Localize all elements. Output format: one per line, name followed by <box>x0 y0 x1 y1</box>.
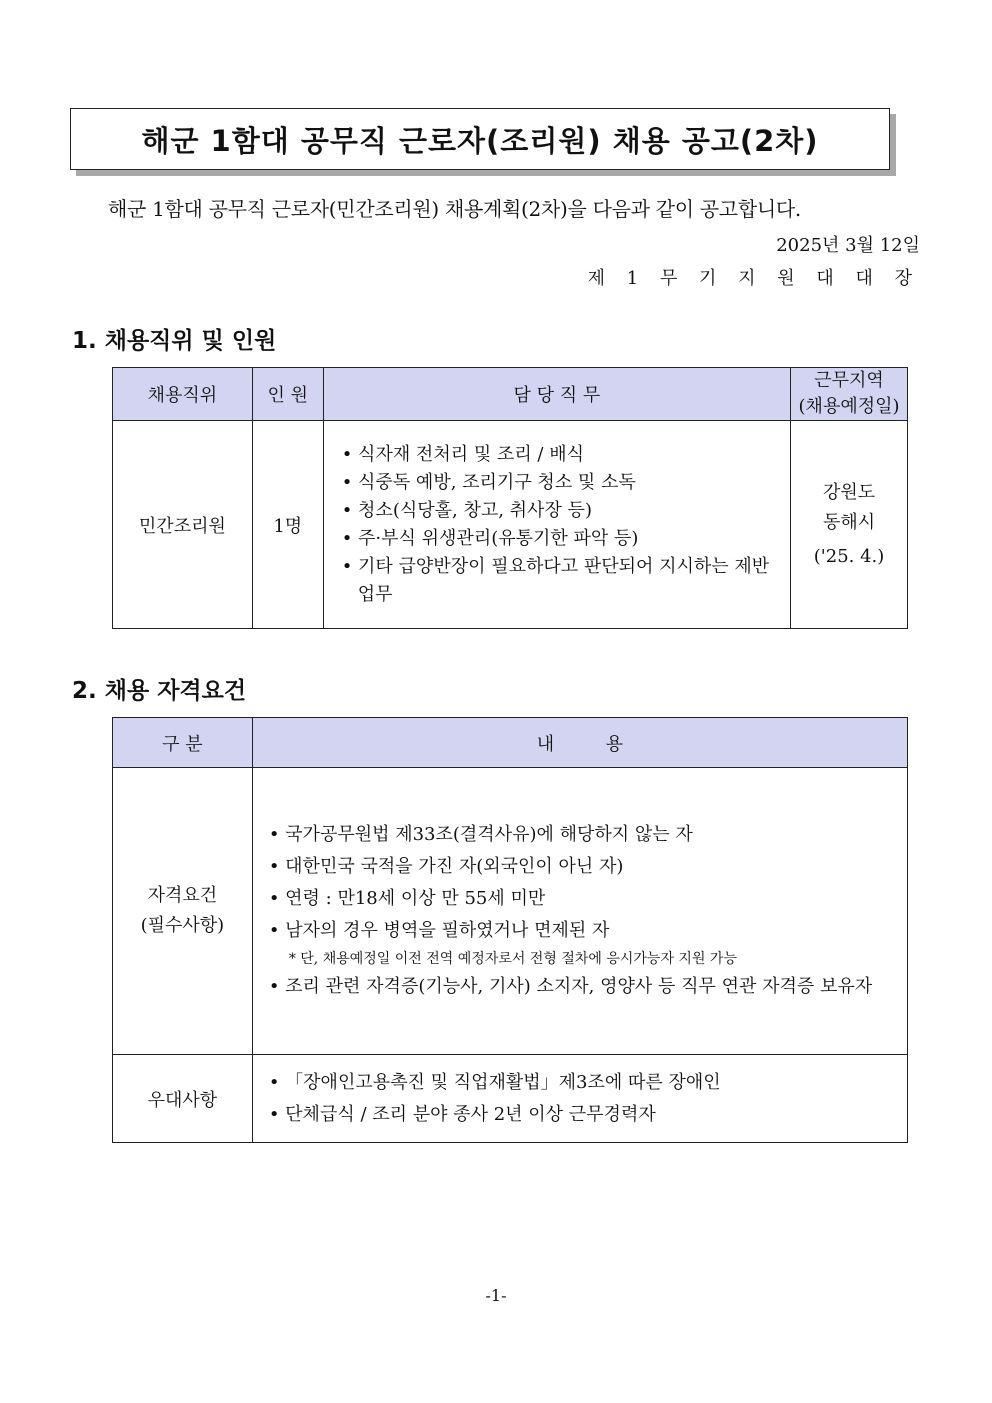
list-item: • 주·부식 위생관리(유통기한 파악 등) <box>338 525 776 553</box>
duty-cell <box>323 421 790 629</box>
qualification-table <box>112 717 908 1143</box>
preference-list <box>265 1067 893 1131</box>
list-item: • 남자의 경우 병역을 필하였거나 면제된 자 <box>265 915 893 947</box>
table-row <box>113 1055 908 1143</box>
region-cell <box>791 421 908 629</box>
table-header-row <box>113 718 908 768</box>
section1-title: 1. 채용직위 및 인원 <box>72 328 277 354</box>
region-line2: 동해시 <box>822 511 876 533</box>
header-category: 구 분 <box>113 718 253 768</box>
table-row <box>113 421 908 629</box>
table-row <box>113 768 908 1055</box>
requirements-label-line2: (필수사항) <box>140 915 225 936</box>
list-item: • 조리 관련 자격증(기능사, 기사) 소지자, 영양사 등 직무 연관 자격증 보유자 <box>265 971 893 1003</box>
requirements-list <box>265 819 893 947</box>
list-item: • 「장애인고용촉진 및 직업재활법」제3조에 따른 장애인 <box>265 1067 893 1099</box>
list-item: • 연령 : 만18세 이상 만 55세 미만 <box>265 883 893 915</box>
start-date: ('25. 4.) <box>813 545 885 567</box>
position-table <box>112 367 908 629</box>
header-region <box>791 368 908 421</box>
count-cell: 1명 <box>252 421 323 629</box>
intro-text: 해군 1함대 공무직 근로자(민간조리원) 채용계획(2차)을 다음과 같이 공고합니다. <box>108 197 801 221</box>
page-number: -1- <box>485 1286 507 1305</box>
section2-title: 2. 채용 자격요건 <box>72 678 247 704</box>
list-item: • 청소(식당홀, 창고, 취사장 등) <box>338 497 776 525</box>
region-line1: 강원도 <box>822 481 876 503</box>
header-duty: 담 당 직 무 <box>323 368 790 421</box>
list-item: • 국가공무원법 제33조(결격사유)에 해당하지 않는 자 <box>265 819 893 851</box>
signer: 제 1 무 기 지 원 대 대 장 <box>587 268 920 289</box>
duty-list <box>338 441 776 609</box>
requirements-list-2 <box>265 971 893 1003</box>
list-item: • 식자재 전처리 및 조리 / 배식 <box>338 441 776 469</box>
requirements-label <box>113 768 253 1055</box>
position-cell: 민간조리원 <box>113 421 253 629</box>
requirements-label-line1: 자격요건 <box>147 885 218 906</box>
preference-cell <box>252 1055 907 1143</box>
header-region-line1: 근무지역 <box>814 370 884 391</box>
military-note: * 단, 채용예정일 이전 전역 예정자로서 전형 절차에 응시가능자 지원 가능 <box>288 951 737 967</box>
header-position: 채용직위 <box>113 368 253 421</box>
header-region-line2: (채용예정일) <box>798 396 900 417</box>
requirements-cell <box>252 768 907 1055</box>
table-header-row <box>113 368 908 421</box>
list-item: • 대한민국 국적을 가진 자(외국인이 아닌 자) <box>265 851 893 883</box>
header-content: 내 용 <box>252 718 907 768</box>
list-item: • 기타 급양반장이 필요하다고 판단되어 지시하는 제반 업무 <box>338 553 776 609</box>
list-item: • 식중독 예방, 조리기구 청소 및 소독 <box>338 469 776 497</box>
list-item: • 단체급식 / 조리 분야 종사 2년 이상 근무경력자 <box>265 1099 893 1131</box>
header-count: 인 원 <box>252 368 323 421</box>
announcement-date: 2025년 3월 12일 <box>776 235 920 256</box>
preference-label: 우대사항 <box>113 1055 253 1143</box>
document-title: 해군 1함대 공무직 근로자(조리원) 채용 공고(2차) <box>70 108 890 170</box>
